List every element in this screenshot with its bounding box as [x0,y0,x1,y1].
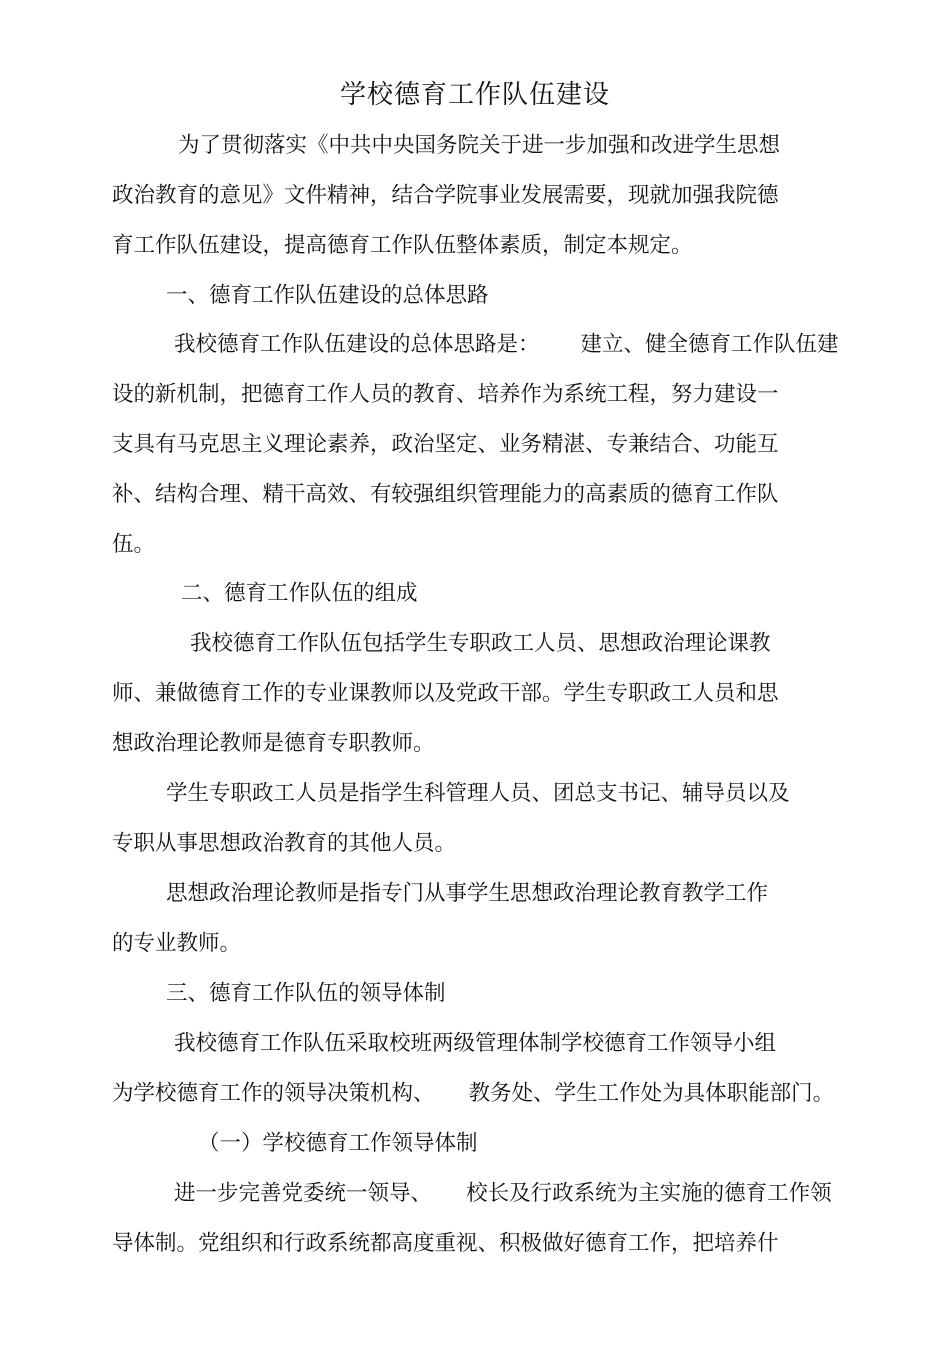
paragraph-line: 师、兼做德育工作的专业课教师以及党政干部。学生专职政工人员和思 [112,681,779,706]
paragraph-line: 导体制。党组织和行政系统都高度重视、积极做好德育工作，把培养什 [112,1231,779,1256]
paragraph-line: 的专业教师。 [112,931,242,956]
paragraph-line: 伍。 [112,532,156,557]
paragraph-line: 设的新机制，把德育工作人员的教育、培养作为系统工程，努力建设一 [112,382,779,407]
document-title: 学校德育工作队伍建设 [339,80,610,110]
section-heading: 二、德育工作队伍的组成 [181,581,418,606]
paragraph-line: 我校德育工作队伍建设的总体思路是： 建立、健全德育工作队伍建 [174,332,839,357]
paragraph-line: 为学校德育工作的领导决策机构、 教务处、学生工作处为具体职能部门。 [112,1081,835,1106]
section-heading: 三、德育工作队伍的领导体制 [166,981,446,1006]
subsection-heading: （一）学校德育工作领导体制 [198,1131,478,1156]
paragraph-line: 想政治理论教师是德育专职教师。 [112,731,435,756]
paragraph-line: 专职从事思想政治教育的其他人员。 [112,831,457,856]
paragraph-line: 我校德育工作队伍采取校班两级管理体制学校德育工作领导小组 [174,1031,777,1056]
paragraph-line: 为了贯彻落实《中共中央国务院关于进一步加强和改进学生思想 [178,133,781,158]
paragraph-line: 补、结构合理、精干高效、有较强组织管理能力的高素质的德育工作队 [112,482,779,507]
paragraph-line: 育工作队伍建设，提高德育工作队伍整体素质，制定本规定。 [112,233,693,258]
paragraph-line: 进一步完善党委统一领导、 校长及行政系统为主实施的德育工作领 [174,1181,832,1206]
paragraph-line: 我校德育工作队伍包括学生专职政工人员、思想政治理论课教 [190,631,771,656]
paragraph-line: 思想政治理论教师是指专门从事学生思想政治理论教育教学工作 [166,881,769,906]
paragraph-line: 支具有马克思主义理论素养，政治坚定、业务精湛、专兼结合、功能互 [112,432,779,457]
section-heading: 一、德育工作队伍建设的总体思路 [166,283,489,308]
paragraph-line: 学生专职政工人员是指学生科管理人员、团总支书记、辅导员以及 [166,781,790,806]
paragraph-line: 政治教育的意见》文件精神，结合学院事业发展需要，现就加强我院德 [112,183,779,208]
